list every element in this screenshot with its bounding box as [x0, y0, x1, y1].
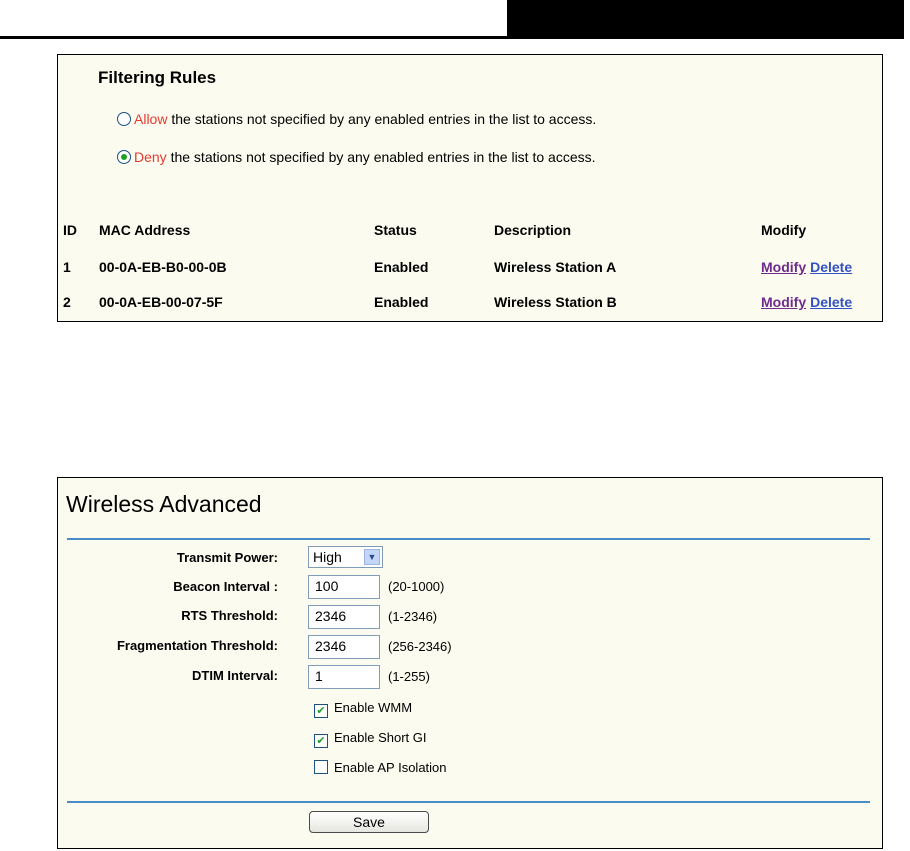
deny-option[interactable] — [117, 148, 596, 166]
chevron-down-icon[interactable]: ▼ — [364, 549, 380, 565]
deny-radio[interactable] — [117, 150, 131, 164]
dtim-interval-label: DTIM Interval: — [192, 668, 278, 683]
beacon-interval-input[interactable]: 100 — [308, 575, 380, 599]
col-status: Status — [374, 222, 417, 238]
dtim-interval-range: (1-255) — [388, 669, 430, 684]
modify-link[interactable]: Modify — [761, 259, 807, 275]
save-button[interactable]: Save — [309, 811, 429, 833]
filtering-rules-panel — [57, 54, 883, 322]
enable-short-gi-row[interactable] — [314, 730, 427, 746]
allow-word: Allow — [134, 111, 168, 127]
row-id: 1 — [63, 259, 71, 275]
transmit-power-select[interactable] — [308, 546, 383, 568]
row-actions — [761, 257, 852, 277]
transmit-power-value: High — [313, 549, 342, 565]
rts-threshold-input[interactable]: 2346 — [308, 605, 380, 629]
col-description: Description — [494, 222, 572, 238]
enable-ap-isolation-checkbox[interactable] — [314, 760, 328, 774]
table-header — [58, 220, 884, 240]
enable-wmm-checkbox[interactable]: ✔ — [314, 704, 328, 718]
fragmentation-threshold-label: Fragmentation Threshold: — [116, 638, 278, 653]
row-description: Wireless Station B — [494, 294, 617, 310]
deny-option-text: the stations not specified by any enabled entries in the list to access. — [166, 149, 596, 165]
fragmentation-threshold-range: (256-2346) — [388, 639, 452, 654]
row-status: Enabled — [374, 259, 429, 275]
dtim-interval-input[interactable]: 1 — [308, 665, 380, 689]
row-id: 2 — [63, 294, 71, 310]
col-mac: MAC Address — [99, 222, 191, 238]
enable-wmm-label: Enable WMM — [334, 700, 413, 715]
rts-threshold-range: (1-2346) — [388, 609, 438, 624]
wireless-advanced-panel — [57, 477, 883, 849]
divider — [67, 801, 870, 803]
row-mac: 00-0A-EB-00-07-5F — [99, 294, 223, 310]
rts-threshold-label: RTS Threshold: — [181, 608, 278, 623]
header-bar — [507, 0, 901, 39]
table-row — [58, 292, 884, 312]
allow-option-text: the stations not specified by any enabled entries in the list to access. — [167, 111, 597, 127]
filtering-rules-title: Filtering Rules — [98, 68, 217, 87]
enable-short-gi-checkbox[interactable]: ✔ — [314, 734, 328, 748]
row-mac: 00-0A-EB-B0-00-0B — [99, 259, 227, 275]
enable-short-gi-label: Enable Short GI — [334, 730, 427, 745]
col-modify: Modify — [761, 222, 807, 238]
row-actions — [761, 292, 852, 312]
allow-radio[interactable] — [117, 112, 131, 126]
deny-word: Deny — [134, 149, 167, 165]
delete-link[interactable]: Delete — [810, 294, 853, 310]
enable-ap-isolation-row[interactable] — [314, 760, 447, 776]
header-rule — [0, 36, 507, 39]
fragmentation-threshold-input[interactable]: 2346 — [308, 635, 380, 659]
delete-link[interactable]: Delete — [810, 259, 853, 275]
beacon-interval-label: Beacon Interval : — [173, 579, 278, 594]
divider — [67, 538, 870, 540]
row-status: Enabled — [374, 294, 429, 310]
allow-option[interactable] — [117, 110, 596, 128]
enable-wmm-row[interactable] — [314, 700, 412, 716]
enable-ap-isolation-label: Enable AP Isolation — [334, 760, 447, 775]
wireless-advanced-title: Wireless Advanced — [66, 491, 262, 517]
header-bar-edge — [901, 0, 904, 39]
row-description: Wireless Station A — [494, 259, 617, 275]
table-row — [58, 257, 884, 277]
beacon-interval-range: (20-1000) — [388, 579, 445, 594]
col-id: ID — [63, 222, 77, 238]
modify-link[interactable]: Modify — [761, 294, 807, 310]
transmit-power-label: Transmit Power: — [176, 550, 278, 565]
